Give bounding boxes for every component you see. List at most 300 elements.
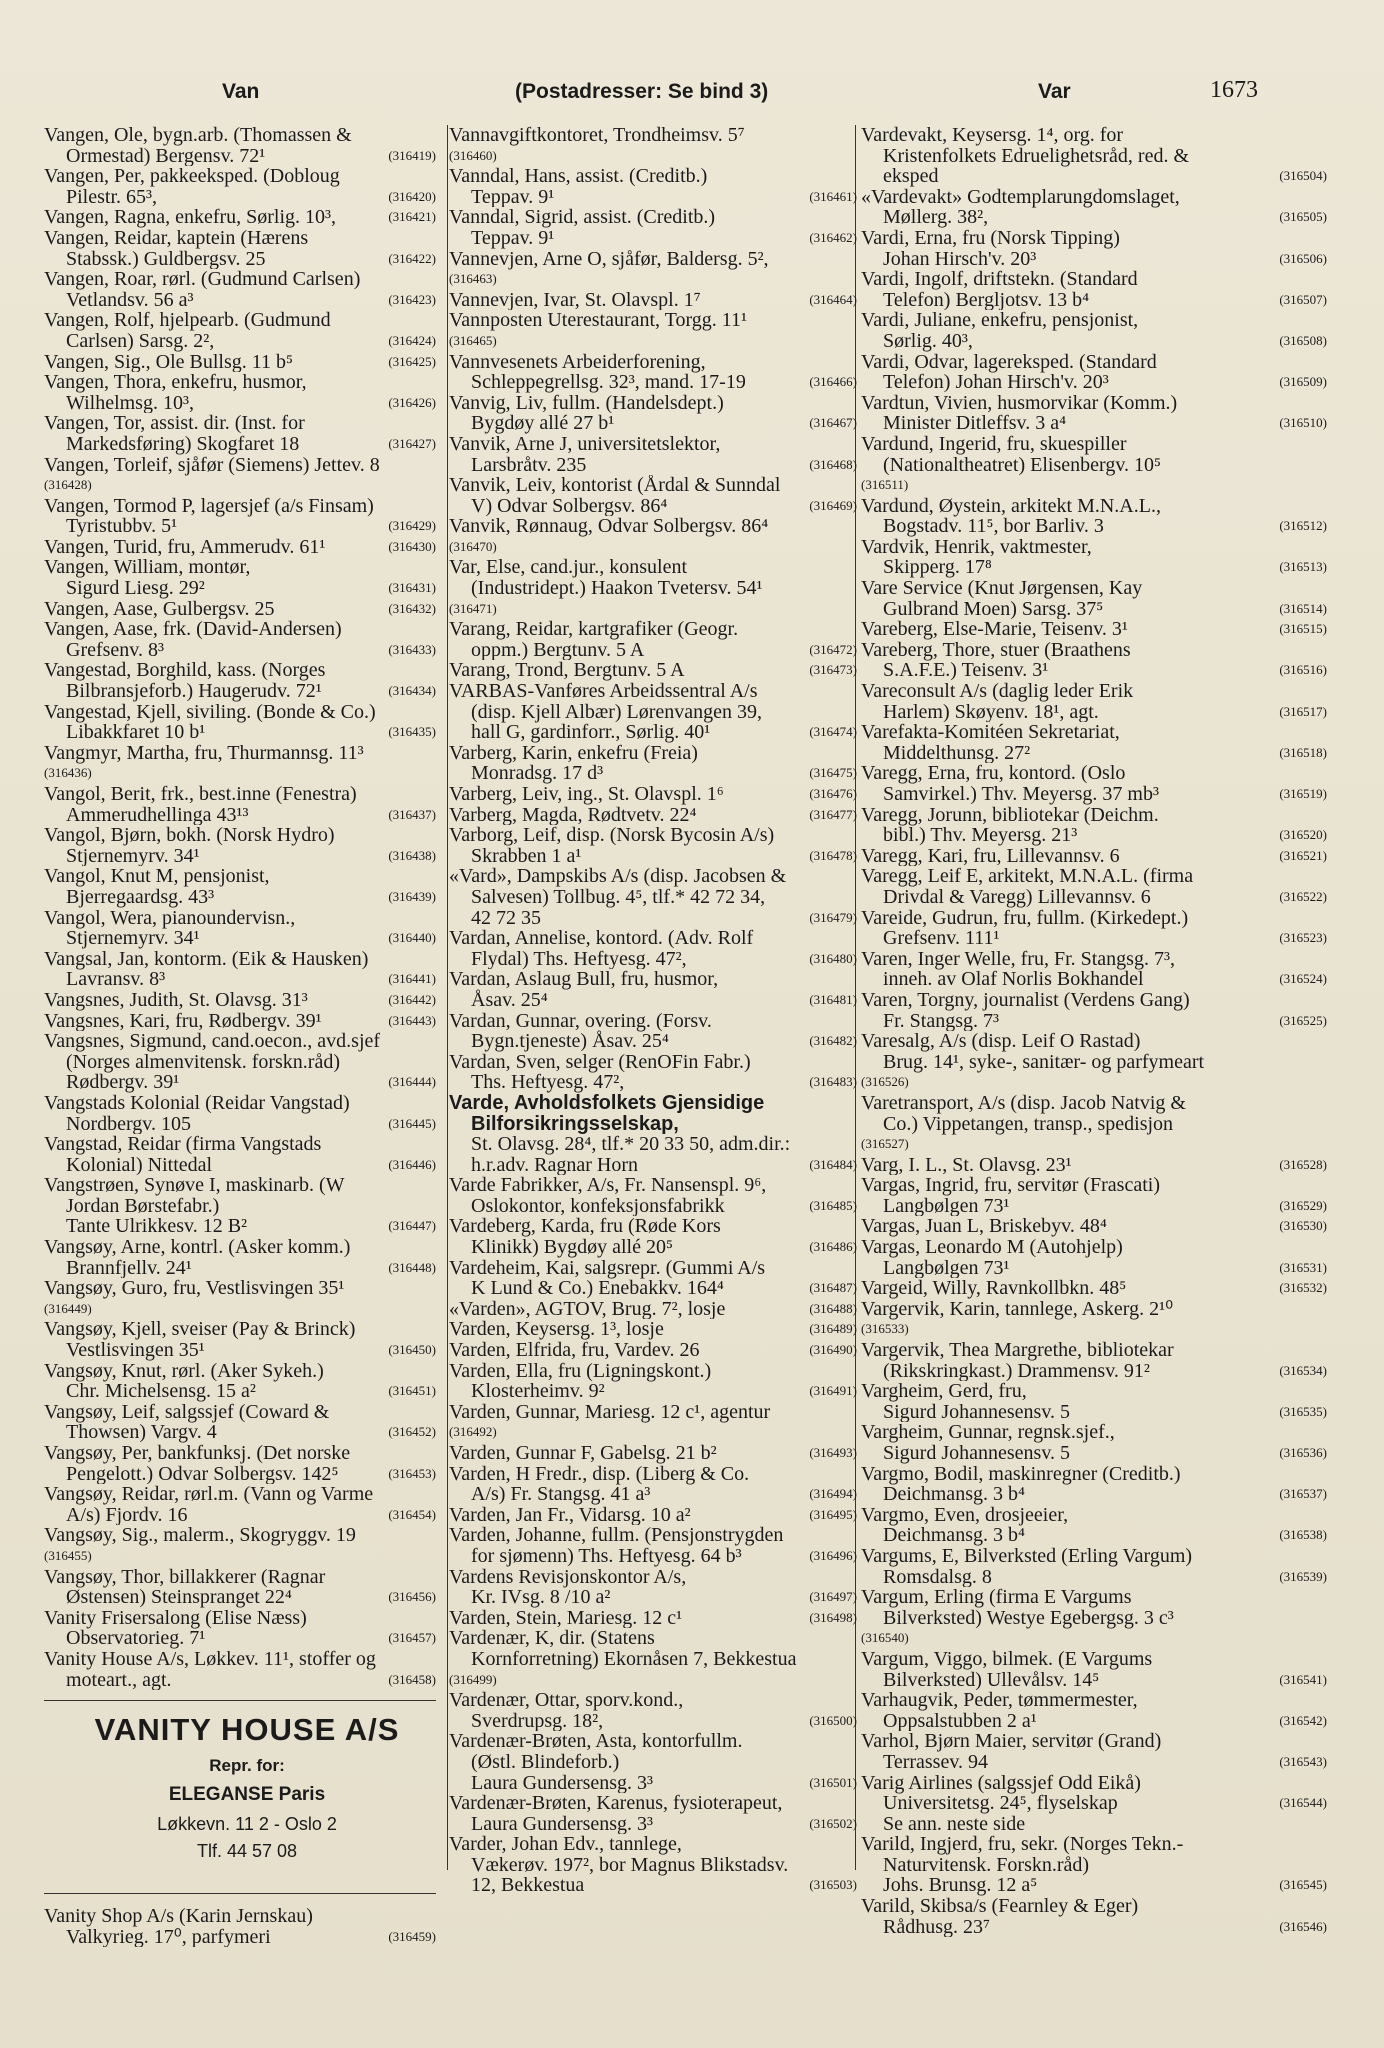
entry-code: (316522): [1279, 888, 1327, 904]
entry-code: (316461): [809, 188, 857, 204]
entry-text: Varesalg, A/s (disp. Leif O Rastad): [861, 1031, 1141, 1053]
directory-entry: [861, 1896, 1327, 1937]
entry-text: Vardan, Gunnar, overing. (Forsv.: [449, 1010, 712, 1032]
directory-entry: [449, 1834, 857, 1896]
entry-text: Vardeheim, Kai, salgsrepr. (Gummi A/s: [449, 1257, 766, 1279]
entry-text: «Varden», AGTOV, Brug. 7², losje: [449, 1298, 726, 1320]
entry-text: Varden, Gunnar, Mariesg. 12 c¹, agentur: [449, 1401, 771, 1423]
entry-text: Sørlig. 40³,: [883, 329, 973, 352]
entry-text: Wilhelmsg. 10³,: [66, 391, 194, 414]
entry-text: Vanity Frisersalong (Elise Næss): [44, 1607, 307, 1629]
directory-entry: [449, 1216, 857, 1257]
entry-text: Vestlisvingen 35¹: [66, 1339, 205, 1361]
entry-text: Stjernemyrv. 34¹: [66, 927, 200, 949]
directory-entry: [449, 1319, 857, 1340]
directory-entry: [44, 372, 436, 413]
entry-text: Naturvitensk. Forskn.råd): [883, 1853, 1090, 1876]
directory-entry: [44, 743, 436, 784]
directory-entry: [449, 1567, 857, 1608]
entry-text: Rødbergv. 39¹: [66, 1071, 180, 1093]
entry-code: (316526): [861, 1074, 909, 1090]
directory-entry: [449, 475, 857, 516]
directory-entry: [861, 1237, 1327, 1278]
column-1: [44, 125, 436, 1690]
entry-text: Vannevjen, Arne O, sjåfør, Baldersg. 5²,: [449, 248, 769, 270]
entry-code: (316479): [809, 909, 857, 925]
entry-text: Terrassev. 94: [883, 1750, 989, 1773]
entry-text: Vardan, Sven, selger (RenOFin Fabr.): [449, 1051, 751, 1073]
entry-text: Vanity Shop A/s (Karin Jernskau): [44, 1906, 313, 1927]
directory-entry: [449, 557, 857, 619]
entry-text: Vareide, Gudrun, fru, fullm. (Kirkedept.): [861, 907, 1189, 929]
entry-text: Skipperg. 17⁸: [883, 556, 992, 579]
entry-text: Vangsnes, Sigmund, cand.oecon., avd.sjef: [44, 1031, 381, 1053]
directory-entry: [861, 125, 1327, 187]
entry-text: Varden, H Fredr., disp. (Liberg & Co.: [449, 1463, 750, 1485]
entry-code: (316494): [809, 1486, 857, 1502]
entry-text: Varden, Elfrida, fru, Vardev. 26: [449, 1340, 700, 1361]
entry-code: (316482): [809, 1033, 857, 1049]
entry-text: Vardan, Annelise, kontord. (Adv. Rolf: [449, 928, 754, 950]
entry-code: (316425): [388, 353, 436, 369]
directory-entry: [44, 619, 436, 660]
entry-code: (316423): [388, 291, 436, 307]
entry-text: «Vardevakt» Godtemplarungdomslaget,: [861, 186, 1180, 208]
column-2: [449, 125, 857, 1896]
directory-entry: [449, 1340, 857, 1361]
directory-entry: [44, 866, 436, 907]
entry-text: Vangen, Thora, enkefru, husmor,: [44, 372, 307, 394]
entry-code: (316499): [449, 1671, 497, 1687]
column-rule: [447, 125, 448, 1870]
entry-code: (316441): [388, 971, 436, 987]
entry-text: Skrabben 1 a¹: [471, 844, 582, 867]
entry-text: Nordbergv. 105: [66, 1112, 191, 1135]
entry-code: (316490): [809, 1342, 857, 1358]
entry-text: Var, Else, cand.jur., konsulent: [449, 557, 688, 579]
entry-text: Varberg, Karin, enkefru (Freia): [449, 742, 698, 764]
entry-code: (316544): [1279, 1795, 1327, 1811]
directory-entry: [449, 1464, 857, 1505]
entry-text: Varhaugvik, Peder, tømmermester,: [861, 1690, 1138, 1712]
entry-text: Kolonial) Nittedal: [66, 1153, 213, 1176]
entry-text: Vangen, William, montør,: [44, 557, 251, 579]
entry-text: Vangen, Reidar, kaptein (Hærens: [44, 227, 309, 249]
entry-text: Sigurd Johannesensv. 5: [883, 1442, 1071, 1464]
entry-text: Varen, Inger Welle, fru, Fr. Stangsg. 7³,: [861, 948, 1175, 970]
entry-text: Vanndal, Hans, assist. (Creditb.): [449, 166, 708, 188]
entry-text: Thowsen) Vargv. 4: [66, 1421, 217, 1443]
entry-text: Varig Airlines (salgssjef Odd Eikå): [861, 1772, 1141, 1794]
entry-text: Vangen, Tormod P, lagersjef (a/s Finsam): [44, 495, 374, 517]
entry-text: Varden, Keysersg. 1³, losje: [449, 1319, 664, 1341]
entry-text: Vangen, Ole, bygn.arb. (Thomassen &: [44, 125, 352, 146]
entry-text: Vardi, Juliane, enkefru, pensjonist,: [861, 310, 1139, 332]
entry-text: Fr. Stangsg. 7³: [883, 1009, 1000, 1032]
entry-text: Varhol, Bjørn Maier, servitør (Grand): [861, 1731, 1162, 1753]
directory-entry: [44, 1525, 436, 1566]
entry-text: Jordan Børstefabr.): [66, 1194, 220, 1217]
entry-text: Vardi, Odvar, lagereksped. (Standard: [861, 351, 1157, 373]
directory-entry: [861, 496, 1327, 537]
page-number: 1673: [1210, 77, 1258, 103]
entry-code: (316476): [809, 786, 857, 801]
directory-entry: [44, 1906, 436, 1947]
entry-text: Vangestad, Borghild, kass. (Norges: [44, 660, 326, 682]
directory-entry: [44, 537, 436, 558]
directory-entry: [449, 310, 857, 351]
entry-code: (316448): [388, 1259, 436, 1275]
entry-text: Stjernemyrv. 34¹: [66, 844, 200, 867]
entry-text: Varang, Reidar, kartgrafiker (Geogr.: [449, 619, 739, 641]
entry-text: Vardeberg, Karda, fru (Røde Kors: [449, 1216, 721, 1238]
entry-text: Varden, Stein, Mariesg. 12 c¹: [449, 1607, 683, 1629]
entry-text: Varberg, Magda, Rødtvetv. 22⁴: [449, 804, 697, 826]
directory-entry: [861, 1546, 1327, 1587]
entry-text: Minister Ditleffsv. 3 a⁴: [883, 412, 1067, 434]
entry-code: (316431): [388, 580, 436, 596]
directory-entry: [861, 1093, 1327, 1155]
header-left-keyword: Van: [222, 80, 260, 103]
entry-text: Flydal) Ths. Heftyesg. 47²,: [471, 947, 687, 970]
entry-code: (316452): [388, 1424, 436, 1440]
entry-text: (Nationaltheatret) Elisenbergv. 10⁵: [883, 453, 1161, 476]
entry-code: (316510): [1279, 415, 1327, 431]
entry-text: Kr. IVsg. 8 /10 a²: [471, 1586, 611, 1608]
entry-text: (disp. Kjell Albær) Lørenvangen 39,: [471, 700, 763, 723]
entry-code: (316537): [1279, 1486, 1327, 1502]
directory-entry: [44, 599, 436, 620]
entry-text: Schleppegrellsg. 32³, mand. 17-19: [471, 371, 746, 393]
entry-code: (316508): [1279, 332, 1327, 348]
entry-text: Varder, Johan Edv., tannlege,: [449, 1834, 682, 1856]
entry-code: (316432): [388, 600, 436, 616]
directory-entry: [861, 1278, 1327, 1299]
directory-entry: [449, 516, 857, 557]
entry-code: (316450): [388, 1342, 436, 1358]
directory-entry: [44, 1237, 436, 1278]
entry-text: Observatorieg. 7¹: [66, 1627, 206, 1649]
entry-code: (316475): [809, 765, 857, 781]
entry-code: (316444): [388, 1074, 436, 1090]
entry-text: Varg, I. L., St. Olavsg. 23¹: [861, 1154, 1072, 1176]
entry-text: «Vard», Dampskibs A/s (disp. Jacobsen &: [449, 866, 787, 888]
directory-entry: [44, 207, 436, 228]
entry-code: (316427): [388, 435, 436, 451]
entry-text: Brannfjellv. 24¹: [66, 1256, 192, 1279]
entry-text: Vardan, Aslaug Bull, fru, husmor,: [449, 969, 719, 991]
entry-text: Vangsøy, Leif, salgssjef (Coward &: [44, 1401, 330, 1423]
directory-entry: [44, 269, 436, 310]
directory-entry: [44, 1361, 436, 1402]
entry-code: (316422): [388, 250, 436, 266]
entry-text: Oslokontor, konfeksjonsfabrikk: [471, 1194, 725, 1217]
entry-text: Vardund, Øystein, arkitekt M.N.A.L.,: [861, 495, 1161, 517]
directory-entry: [44, 1649, 436, 1690]
entry-text: Vareconsult A/s (daglig leder Erik: [861, 681, 1134, 703]
directory-entry: [861, 805, 1327, 846]
entry-code: (316473): [809, 662, 857, 678]
column-1-after-ad: [44, 1906, 436, 1947]
entry-text: Vangsøy, Guro, fru, Vestlisvingen 35¹: [44, 1278, 345, 1300]
entry-code: (316439): [388, 888, 436, 904]
entry-code: (316512): [1279, 518, 1327, 534]
entry-text: Varegg, Kari, fru, Lillevannsv. 6: [861, 845, 1120, 867]
entry-text: Vargas, Ingrid, fru, servitør (Frascati): [861, 1175, 1160, 1197]
entry-text: Vangen, Roar, rørl. (Gudmund Carlsen): [44, 269, 361, 291]
directory-entry: [449, 825, 857, 866]
directory-entry: [861, 1731, 1327, 1772]
directory-entry: [449, 290, 857, 311]
directory-entry: [449, 352, 857, 393]
directory-entry: [44, 702, 436, 743]
entry-text: Teppav. 9¹: [471, 226, 555, 249]
entry-code: (316531): [1279, 1259, 1327, 1275]
entry-text: Markedsføring) Skogfaret 18: [66, 432, 300, 455]
entry-code: (316426): [388, 394, 436, 410]
directory-entry: [449, 125, 857, 166]
directory-entry: [861, 310, 1327, 351]
entry-code: (316504): [1279, 168, 1327, 184]
entry-code: (316505): [1279, 209, 1327, 225]
entry-text: Vangol, Wera, pianoundervisn.,: [44, 907, 296, 929]
directory-entry: [861, 1834, 1327, 1896]
entry-text: Co.) Vippetangen, transp., spedisjon: [883, 1112, 1174, 1135]
entry-code: (316529): [1279, 1197, 1327, 1213]
entry-code: (316532): [1279, 1280, 1327, 1296]
entry-text: Vardenær-Brøten, Karenus, fysioterapeut,: [449, 1793, 783, 1815]
directory-entry: [44, 1608, 436, 1649]
entry-text: Møllerg. 38²,: [883, 206, 989, 228]
entry-code: (316465): [449, 332, 497, 348]
directory-entry: [861, 866, 1327, 907]
entry-code: (316424): [388, 332, 436, 348]
entry-code: (316463): [449, 271, 497, 287]
entry-text: Vargas, Juan L, Briskebyv. 48⁴: [861, 1216, 1107, 1238]
entry-text: Vangol, Bjørn, bokh. (Norsk Hydro): [44, 825, 335, 847]
directory-entry: [44, 455, 436, 496]
directory-entry: [449, 166, 857, 207]
entry-text: Universitetsg. 24⁵, flyselskap: [883, 1792, 1118, 1815]
entry-text: Vangsnes, Kari, fru, Rødbergv. 39¹: [44, 1010, 322, 1032]
directory-entry: [44, 990, 436, 1011]
entry-code: (316485): [809, 1197, 857, 1213]
entry-text: h.r.adv. Ragnar Horn: [471, 1153, 638, 1176]
directory-entry: [449, 1793, 857, 1834]
entry-text: Brug. 14¹, syke-, sanitær- og parfymeart: [883, 1050, 1205, 1073]
entry-text: Varild, Skibsa/s (Fearnley & Eger): [861, 1896, 1139, 1918]
entry-text: Vangstad, Reidar (firma Vangstads: [44, 1134, 322, 1156]
directory-entry: [44, 1175, 436, 1237]
directory-entry: [861, 1340, 1327, 1381]
entry-text: Vangen, Sig., Ole Bullsg. 11 b⁵: [44, 351, 294, 373]
entry-text: Deichmansg. 3 b⁴: [883, 1524, 1025, 1546]
directory-entry: [449, 928, 857, 969]
entry-text: Vardi, Erna, fru (Norsk Tipping): [861, 227, 1120, 249]
entry-text: Vækerøv. 197², bor Magnus Blikstadsv.: [471, 1853, 789, 1876]
directory-entry: [44, 228, 436, 269]
entry-text: Sigurd Johannesensv. 5: [883, 1400, 1071, 1423]
entry-code: (316521): [1279, 847, 1327, 863]
directory-entry: [861, 1587, 1327, 1649]
entry-text: Vargum, Viggo, bilmek. (E Vargums: [861, 1648, 1153, 1670]
directory-entry: [861, 228, 1327, 269]
directory-entry: [449, 619, 857, 660]
entry-text: Vanvik, Leiv, kontorist (Årdal & Sunndal: [449, 475, 781, 497]
directory-entry: [449, 1628, 857, 1690]
entry-text: Lavransv. 8³: [66, 968, 166, 990]
entry-code: (316462): [809, 229, 857, 245]
entry-code: (316500): [809, 1712, 857, 1728]
directory-entry: [861, 1773, 1327, 1835]
entry-text: Vangstrøen, Synøve I, maskinarb. (W: [44, 1175, 345, 1197]
entry-text: Vangsnes, Judith, St. Olavsg. 31³: [44, 989, 308, 1011]
entry-text: Vannposten Uterestaurant, Torgg. 11¹: [449, 310, 748, 332]
entry-code: (316478): [809, 847, 857, 863]
entry-text: V) Odvar Solbergsv. 86⁴: [471, 494, 668, 517]
entry-code: (316545): [1279, 1877, 1327, 1893]
entry-code: (316540): [861, 1630, 909, 1646]
entry-code: (316466): [809, 374, 857, 390]
directory-entry: [449, 1299, 857, 1320]
entry-text: Vardens Revisjonskontor A/s,: [449, 1566, 687, 1588]
entry-text: Varden, Ella, fru (Ligningskont.): [449, 1360, 712, 1382]
entry-text: Tante Ulrikkesv. 12 B²: [66, 1215, 248, 1238]
entry-code: (316523): [1279, 930, 1327, 946]
entry-code: (316449): [44, 1300, 92, 1316]
directory-entry: [861, 1031, 1327, 1093]
directory-entry: [44, 1484, 436, 1525]
vanity-house-ad: [62, 1712, 432, 1876]
entry-text: Tyristubbv. 5¹: [66, 515, 178, 537]
entry-text: Vargervik, Karin, tannlege, Askerg. 2¹⁰: [861, 1298, 1174, 1320]
entry-code: (316543): [1279, 1753, 1327, 1769]
entry-code: (316428): [44, 477, 92, 493]
entry-text: Vangen, Ragna, enkefru, Sørlig. 10³,: [44, 207, 337, 228]
directory-entry: [44, 1093, 436, 1134]
entry-text: Vargeid, Willy, Ravnkollbkn. 48⁵: [861, 1278, 1127, 1299]
entry-code: (316457): [388, 1630, 436, 1646]
entry-text: Ormestad) Bergensv. 72¹: [66, 144, 266, 167]
directory-entry: [449, 1361, 857, 1402]
directory-entry: [449, 681, 857, 743]
entry-code: (316419): [388, 147, 436, 163]
directory-entry: [44, 1443, 436, 1484]
entry-text: Telefon) Johan Hirsch'v. 20³: [883, 371, 1109, 393]
ad-brand: ELEGANSE Paris: [168, 1784, 326, 1805]
entry-code: (316433): [388, 641, 436, 657]
directory-entry: [449, 1052, 857, 1093]
entry-text: Vanity House A/s, Løkkev. 11¹, stoffer og: [44, 1648, 376, 1670]
entry-code: (316443): [388, 1012, 436, 1028]
directory-entry: [861, 1299, 1327, 1340]
directory-entry: [44, 557, 436, 598]
entry-code: (316435): [388, 724, 436, 740]
entry-text: Deichmansg. 3 b⁴: [883, 1483, 1025, 1505]
entry-text: Johs. Brunsg. 12 a⁵: [883, 1874, 1038, 1897]
entry-text: Libakkfaret 10 b¹: [66, 721, 206, 743]
directory-entry: [861, 1155, 1327, 1176]
entry-code: (316459): [388, 1928, 436, 1944]
directory-entry: [861, 949, 1327, 990]
entry-text: Pilestr. 65³,: [66, 185, 158, 208]
entry-code: (316509): [1279, 374, 1327, 390]
entry-code: (316442): [388, 991, 436, 1007]
entry-text: Varborg, Leif, disp. (Norsk Bycosin A/s): [449, 825, 775, 847]
entry-text: Åsav. 25⁴: [471, 988, 548, 1011]
entry-text: Teppav. 9¹: [471, 185, 555, 208]
entry-text: Valkyrieg. 17⁰, parfymeri: [66, 1925, 271, 1948]
directory-entry: [861, 269, 1327, 310]
entry-text: Middelthunsg. 27²: [883, 741, 1031, 764]
ad-company-name: VANITY HOUSE A/S: [94, 1712, 400, 1747]
entry-code: (316530): [1279, 1218, 1327, 1234]
entry-text: Vannavgiftkontoret, Trondheimsv. 5⁷: [449, 125, 745, 146]
entry-code: (316519): [1279, 786, 1327, 801]
entry-code: (316541): [1279, 1671, 1327, 1687]
entry-text: 42 72 35: [471, 906, 541, 929]
entry-text: (Østl. Blindeforb.): [471, 1750, 620, 1773]
entry-code: (316421): [388, 209, 436, 225]
entry-text: Vargmo, Bodil, maskinregner (Creditb.): [861, 1463, 1181, 1485]
entry-code: (316437): [388, 806, 436, 822]
ad-top-rule: [44, 1700, 436, 1701]
directory-entry: [449, 784, 857, 805]
entry-code: (316539): [1279, 1568, 1327, 1584]
entry-text: Chr. Michelsensg. 15 a²: [66, 1380, 256, 1402]
directory-entry: [861, 1464, 1327, 1505]
entry-text: Vardenær, Ottar, sporv.kond.,: [449, 1690, 684, 1712]
entry-text: Vanvik, Arne J, universitetslektor,: [449, 433, 721, 455]
entry-text: Laura Gundersensg. 3³: [471, 1812, 654, 1835]
entry-text: Vangmyr, Martha, fru, Thurmannsg. 11³: [44, 742, 364, 764]
directory-entry: [44, 949, 436, 990]
entry-text: Kornforretning) Ekornåsen 7, Bekkestua: [471, 1647, 797, 1670]
entry-text: Vangen, Aase, frk. (David-Andersen): [44, 619, 342, 641]
entry-text: Harlem) Skøyenv. 18¹, agt.: [883, 700, 1099, 723]
directory-entry: [861, 763, 1327, 804]
entry-code: (316472): [809, 641, 857, 657]
entry-code: (316516): [1279, 662, 1327, 678]
entry-code: (316498): [809, 1609, 857, 1625]
entry-text: Johan Hirsch'v. 20³: [883, 247, 1037, 270]
directory-entry: [861, 722, 1327, 763]
entry-code: (316495): [809, 1506, 857, 1522]
entry-text: Varefakta-Komitéen Sekretariat,: [861, 722, 1120, 744]
entry-text: Bogstadv. 11⁵, bor Barliv. 3: [883, 515, 1104, 537]
entry-text: Carlsen) Sarsg. 2²,: [66, 329, 215, 352]
entry-text: Salvesen) Tollbug. 4⁵, tlf.* 42 72 34,: [471, 885, 766, 908]
entry-text: Oppsalstubben 2 a¹: [883, 1709, 1037, 1732]
entry-text: Grefsenv. 111¹: [883, 927, 1000, 949]
entry-text: Vanndal, Sigrid, assist. (Creditb.): [449, 207, 716, 229]
entry-code: (316434): [388, 683, 436, 699]
entry-code: (316470): [449, 538, 497, 554]
directory-entry: [449, 393, 857, 434]
entry-text: Se ann. neste side: [883, 1812, 1026, 1835]
entry-text: Grefsenv. 8³: [66, 638, 164, 661]
entry-text: S.A.F.E.) Teisenv. 3¹: [883, 659, 1049, 682]
entry-code: (316469): [809, 497, 857, 513]
directory-entry: [44, 1567, 436, 1608]
entry-code: (316483): [809, 1074, 857, 1090]
entry-text: Bilverksted) Ullevålsv. 14⁵: [883, 1668, 1100, 1691]
ad-address: Løkkevn. 11 2 - Oslo 2: [157, 1814, 337, 1834]
entry-code: (316538): [1279, 1527, 1327, 1543]
entry-code: (316507): [1279, 291, 1327, 307]
directory-entry: [861, 1690, 1327, 1731]
entry-text: Vangol, Berit, frk., best.inne (Fenestra): [44, 784, 357, 805]
